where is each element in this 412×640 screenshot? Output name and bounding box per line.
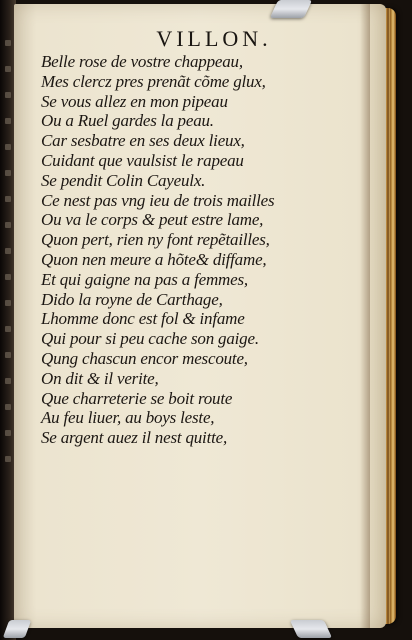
verse-line: Se pendit Colin Cayeulx.: [41, 170, 206, 190]
verse-line: Que charreterie se boit route: [41, 388, 233, 408]
verse-line: Au feu liuer, au boys leste,: [41, 408, 215, 428]
page-clip-bottom-left: [3, 620, 32, 638]
verse-line: Ou a Ruel gardes la peau.: [41, 111, 214, 131]
verse-line: Se argent auez il nest quitte,: [41, 428, 228, 448]
running-head-text: VILLON.: [156, 26, 272, 51]
verse-line: Ou va le corps & peut estre lame,: [41, 210, 264, 230]
verse-line: Quon nen meure a hõte& diffame,: [41, 249, 267, 269]
verse-line: Dido la royne de Carthage,: [41, 289, 223, 309]
running-head: [14, 26, 386, 52]
verse-line: Belle rose de vostre chappeau,: [41, 52, 243, 71]
book-page: [14, 4, 386, 628]
verse-line: Mes clercz pres prenãt cõme glux,: [41, 71, 266, 91]
verse-line: Quon pert, rien ny font repẽtailles,: [41, 230, 270, 250]
verse-line: Et qui gaigne na pas a femmes,: [41, 269, 248, 289]
page-edge-shadow: [360, 4, 370, 628]
verse-line: Car sesbatre en ses deux lieux,: [41, 131, 245, 151]
verse-line: Cuidant que vaulsist le rapeau: [41, 150, 244, 170]
verse-line: Qung chascun encor mescoute,: [41, 348, 248, 368]
verse-line: Se vous allez en mon pipeau: [41, 91, 228, 111]
verse-line: On dit & il verite,: [41, 368, 159, 388]
verse-line: Lhomme donc est fol & infame: [41, 309, 245, 329]
verse-line: Qui pour si peu cache son gaige.: [41, 329, 259, 349]
verse-line: Ce nest pas vng ieu de trois mailles: [41, 190, 275, 210]
gutter-sewing-marks: [2, 40, 14, 480]
verse-block: [41, 52, 341, 448]
